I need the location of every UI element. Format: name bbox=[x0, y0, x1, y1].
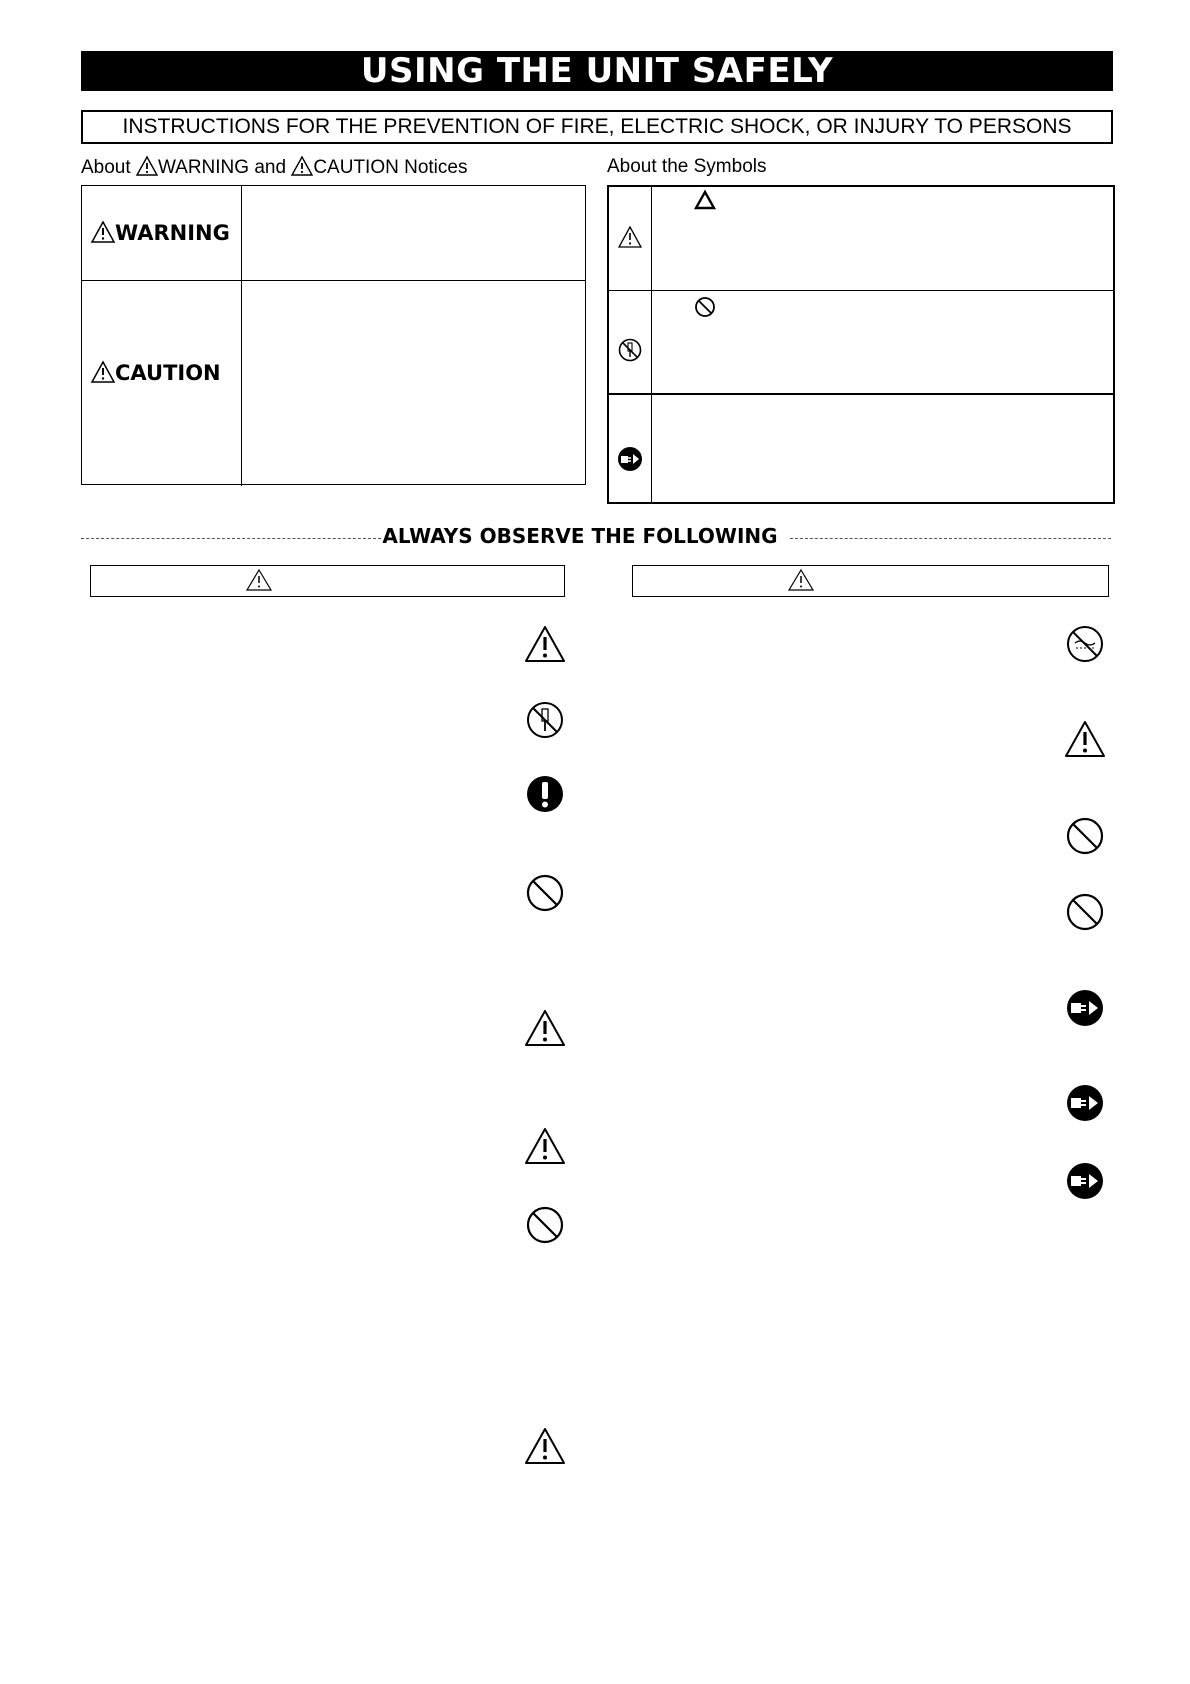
warning-triangle-icon bbox=[524, 1127, 566, 1165]
section-divider-left bbox=[81, 538, 381, 539]
warning-triangle-icon bbox=[91, 361, 115, 383]
symbols-table-divider bbox=[607, 393, 1113, 395]
notices-heading-about: About bbox=[81, 157, 131, 178]
warning-triangle-icon bbox=[618, 226, 642, 248]
prohibition-circle-icon bbox=[694, 296, 716, 318]
warning-triangle-icon bbox=[136, 156, 158, 176]
prohibited-disassembly-icon bbox=[526, 701, 564, 739]
warning-label bbox=[91, 221, 230, 245]
warning-triangle-icon bbox=[788, 569, 814, 591]
prohibited-liquid-icon bbox=[1066, 625, 1104, 663]
warning-triangle-icon bbox=[524, 1009, 566, 1047]
warning-section-header bbox=[90, 565, 565, 597]
symbols-table-divider bbox=[607, 290, 1113, 291]
warning-triangle-icon bbox=[524, 625, 566, 663]
mandatory-action-icon bbox=[526, 775, 564, 813]
symbols-table bbox=[607, 185, 1115, 504]
page-subtitle: INSTRUCTIONS FOR THE PREVENTION OF FIRE, ELECTRIC SHOCK, OR INJURY TO PERSONS bbox=[81, 110, 1113, 144]
page-title: USING THE UNIT SAFELY bbox=[81, 51, 1113, 91]
always-observe-heading: ALWAYS OBSERVE THE FOLLOWING bbox=[382, 524, 778, 548]
warning-triangle-icon bbox=[291, 156, 313, 176]
prohibition-circle-icon bbox=[526, 1206, 564, 1244]
notices-table-divider bbox=[81, 280, 585, 281]
unplug-icon bbox=[1066, 1084, 1104, 1122]
prohibition-circle-icon bbox=[526, 874, 564, 912]
prohibition-circle-icon bbox=[1066, 893, 1104, 931]
warning-triangle-icon bbox=[524, 1427, 566, 1465]
caution-label-text: CAUTION bbox=[115, 361, 221, 385]
notices-heading-caution: CAUTION Notices bbox=[313, 157, 468, 178]
warning-label-text: WARNING bbox=[115, 221, 230, 245]
warning-triangle-icon bbox=[246, 569, 272, 591]
notices-heading bbox=[81, 156, 467, 179]
unplug-icon bbox=[617, 446, 643, 472]
caution-label bbox=[91, 361, 221, 385]
warning-triangle-icon bbox=[91, 221, 115, 243]
notices-heading-warning: WARNING and bbox=[157, 157, 287, 178]
unplug-icon bbox=[1066, 1162, 1104, 1200]
symbols-table-divider bbox=[651, 185, 652, 503]
unplug-icon bbox=[1066, 989, 1104, 1027]
section-divider-right bbox=[790, 538, 1111, 539]
outline-triangle-icon bbox=[694, 190, 716, 210]
notices-table-divider bbox=[241, 185, 242, 486]
prohibited-disassembly-icon bbox=[618, 338, 642, 362]
caution-section-header bbox=[632, 565, 1109, 597]
symbols-heading: About the Symbols bbox=[607, 156, 767, 177]
warning-triangle-icon bbox=[1064, 720, 1106, 758]
prohibition-circle-icon bbox=[1066, 817, 1104, 855]
